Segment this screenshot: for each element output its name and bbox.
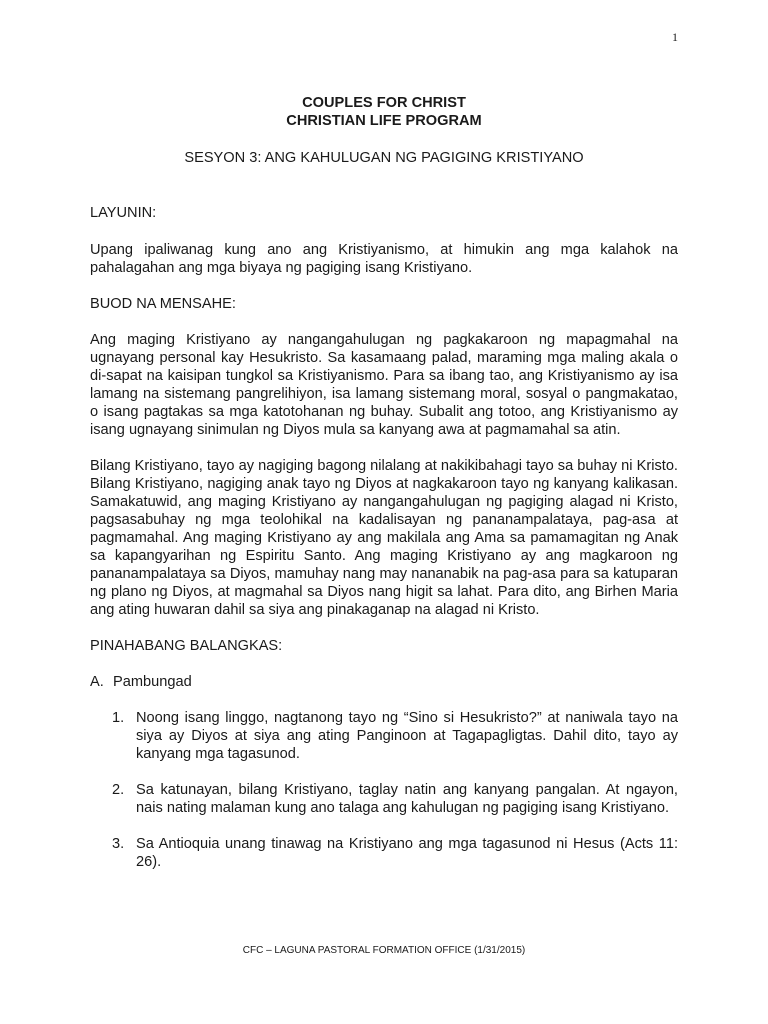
page-number: 1 [672, 30, 678, 44]
page-footer: CFC – LAGUNA PASTORAL FORMATION OFFICE (1/31/2015) [242, 945, 526, 956]
outline-list [90, 709, 678, 871]
program-title: CHRISTIAN LIFE PROGRAM [286, 113, 482, 129]
section-a-heading [90, 673, 678, 691]
balangkas-label: PINAHABANG BALANGKAS: [90, 638, 283, 654]
list-item-number: 1. [112, 710, 125, 726]
list-item-text: Noong isang linggo, nagtanong tayo ng “Sino si Hesukristo?” at naniwala tayo na siya ay Diyos at siya ang ating Panginoon at Tagapagligtas. Dahil dito, tayo ay kanyang mga tagasunod. [136, 710, 678, 762]
session-title: SESYON 3: ANG KAHULUGAN NG PAGIGING KRISTIYANO [184, 150, 584, 166]
section-letter: A. [90, 674, 104, 690]
list-item-number: 3. [112, 836, 125, 852]
list-item-text: Sa Antioquia unang tinawag na Kristiyano ang mga tagasunod ni Hesus (Acts 11: 26). [136, 836, 678, 870]
org-title: COUPLES FOR CHRIST [302, 95, 466, 111]
list-item [90, 709, 678, 763]
layunin-label: LAYUNIN: [90, 205, 157, 221]
section-title: Pambungad [113, 674, 192, 690]
list-item [90, 781, 678, 817]
buod-label: BUOD NA MENSAHE: [90, 296, 236, 312]
document-body [90, 94, 678, 871]
buod-paragraph-1: Ang maging Kristiyano ay nangangahulugan ng pagkakaroon ng mapagmahal na ugnayang personal kay Hesukristo. Sa kasamaang palad, maraming mga maling akala o di-sapat na kaisipan tungkol sa Kristiyanismo. Para sa ibang tao, ang Kristiyanismo ay isa lamang na sistemang pangrelihiyon, isa lamang sistemang moral, sosyal o pangmakatao, o isang pagtakas sa mga katotohanan ng buhay. Subalit ang totoo, ang Kristiyanismo ay isang ugnayang sinimulan ng Diyos mula sa kanyang awa at pagmamahal sa atin. [90, 332, 678, 438]
list-item-number: 2. [112, 782, 125, 798]
layunin-text: Upang ipaliwanag kung ano ang Kristiyanismo, at himukin ang mga kalahok na pahalagahan ang mga biyaya ng pagiging isang Kristiyano. [90, 242, 678, 276]
list-item [90, 835, 678, 871]
buod-paragraph-2: Bilang Kristiyano, tayo ay nagiging bagong nilalang at nakikibahagi tayo sa buhay ni Kristo. Bilang Kristiyano, nagiging anak tayo ng Diyos at nagkakaroon tayo ng kanyang kalikasan. Samakatuwid, ang maging Kristiyano ay nangangahulugan ng pagiging alagad ni Kristo, pagsasabuhay ng mga teolohikal na kadalisayan ng pananampalataya, pag-asa at pagmamahal. Ang maging Kristiyano ay ang makilala ang Ama sa pamamagitan ng Anak sa kapangyarihan ng Espiritu Santo. Ang maging Kristiyano ay ang magkaroon ng pananampalataya sa Diyos, mamuhay nang may nananabik na pag-asa para sa katuparan ng plano ng Diyos, at magmahal sa Diyos nang higit sa lahat. Para dito, ang Birhen Maria ang ating huwaran dahil sa siya ang pinakaganap na alagad ni Kristo. [90, 458, 678, 618]
list-item-text: Sa katunayan, bilang Kristiyano, taglay natin ang kanyang pangalan. At ngayon, nais nating malaman kung ano talaga ang kahulugan ng pagiging isang Kristiyano. [136, 782, 678, 816]
